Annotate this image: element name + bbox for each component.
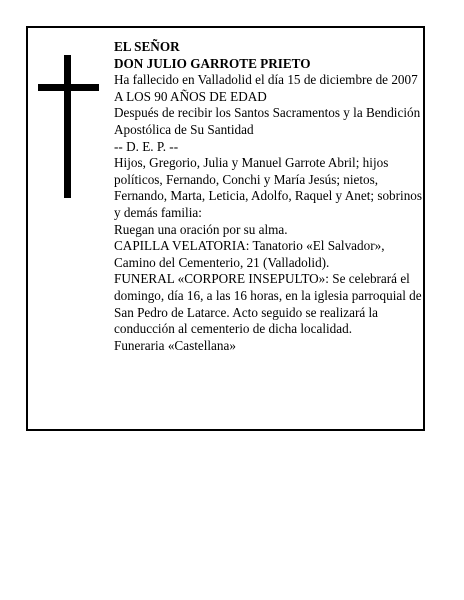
funeral-home: Funeraria «Castellana» <box>114 337 236 353</box>
cross-horizontal-bar <box>38 84 99 91</box>
obituary-notice <box>26 26 425 431</box>
cross-icon <box>38 55 99 198</box>
cross-vertical-bar <box>64 55 71 198</box>
age-line: A LOS 90 AÑOS DE EDAD <box>114 88 267 104</box>
deceased-name: DON JULIO GARROTE PRIETO <box>114 55 311 71</box>
notice-title: EL SEÑOR <box>114 39 180 54</box>
death-info: Ha fallecido en Valladolid el día 15 de diciembre de 2007 <box>114 72 418 88</box>
notice-body <box>114 39 426 354</box>
family-list: Hijos, Gregorio, Julia y Manuel Garrote Abril; hijos políticos, Fernando, Conchi y María Jesús; nietos, Fernando, Marta, Leticia, Adolfo, Raquel y Anet; sobrinos y demás familia: <box>114 155 423 220</box>
sacraments-line: Después de recibir los Santos Sacramentos y la Bendición Apostólica de Su Santidad <box>114 105 421 137</box>
funeral-info: FUNERAL «CORPORE INSEPULTO»: Se celebrará el domingo, día 16, a las 16 horas, en la iglesia parroquial de San Pedro de Latarce. Acto seguido se realizará la conducción al cementerio de dicha localidad. <box>114 271 422 337</box>
chapel-info: CAPILLA VELATORIA: Tanatorio «El Salvador», Camino del Cementerio, 21 (Valladolid). <box>114 238 385 270</box>
prayer-line: Ruegan una oración por su alma. <box>114 221 288 237</box>
rip-line: -- D. E. P. -- <box>114 138 179 154</box>
